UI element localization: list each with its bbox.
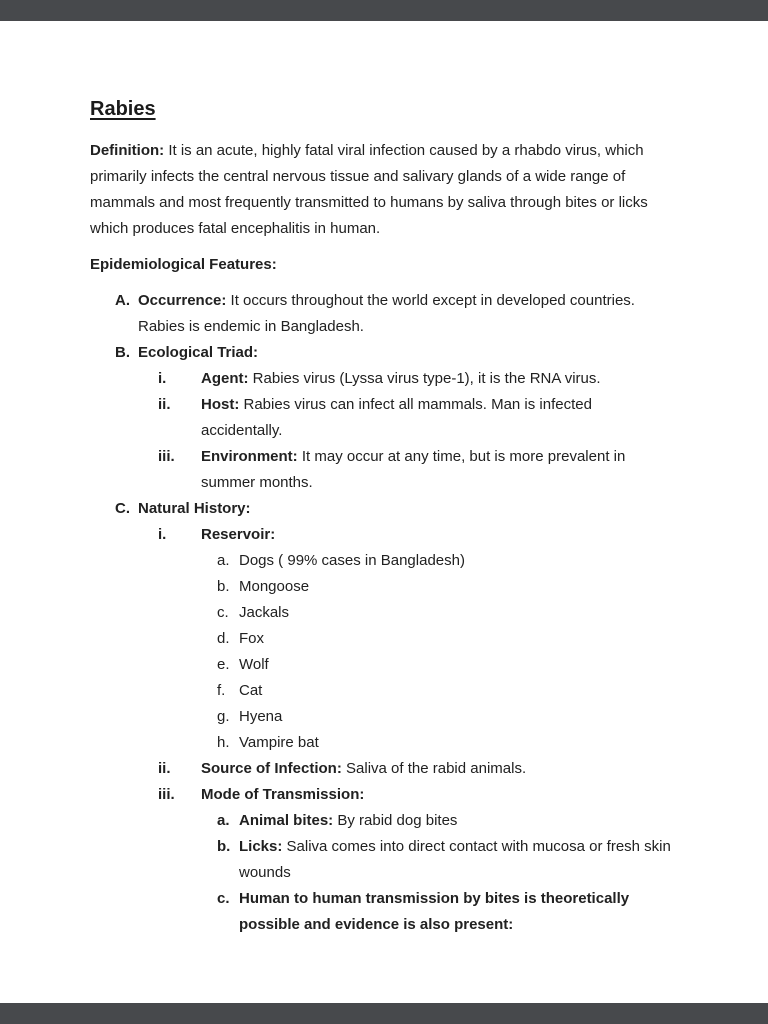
item-text: Jackals	[239, 604, 290, 621]
item-text: Cat	[239, 682, 263, 699]
list-marker: a.	[217, 552, 230, 569]
item-body	[138, 340, 672, 366]
list-marker: A.	[115, 292, 130, 309]
item-body	[201, 392, 672, 444]
list-marker: a.	[217, 812, 230, 829]
item-text: Wolf	[239, 656, 269, 673]
list-marker: d.	[217, 630, 230, 647]
outline-item-environment	[90, 444, 672, 496]
item-body	[201, 366, 672, 392]
list-marker: C.	[115, 500, 130, 517]
outline-item-ecological-triad	[90, 340, 672, 366]
epidemiological-features-heading: Epidemiological Features:	[90, 256, 277, 273]
item-text: Saliva of the rabid animals.	[346, 760, 527, 777]
list-marker: e.	[217, 656, 230, 673]
outline-item-reservoir	[90, 522, 672, 548]
item-body	[239, 808, 672, 834]
transmission-item-animal-bites	[90, 808, 672, 834]
list-marker: f.	[217, 682, 226, 699]
list-marker: i.	[158, 370, 167, 387]
reservoir-item-jackals	[90, 600, 672, 626]
item-label: Agent:	[201, 370, 249, 387]
outline-item-mode-of-transmission	[90, 782, 672, 808]
item-label: Source of Infection:	[201, 760, 342, 777]
item-label: Environment:	[201, 448, 298, 465]
list-marker: h.	[217, 734, 230, 751]
outline-item-source-of-infection	[90, 756, 672, 782]
list-marker: b.	[217, 838, 231, 855]
list-marker: i.	[158, 526, 167, 543]
item-body	[201, 782, 672, 808]
item-text: It occurs throughout the world except in developed countries. Rabies is endemic in Bangladesh.	[138, 292, 635, 335]
item-label: Natural History:	[138, 500, 251, 517]
list-marker: ii.	[158, 396, 171, 413]
list-marker: c.	[217, 890, 230, 907]
list-marker: c.	[217, 604, 229, 621]
outline-item-host	[90, 392, 672, 444]
item-body	[201, 522, 672, 548]
reservoir-item-cat	[90, 678, 672, 704]
item-text: Rabies virus (Lyssa virus type-1), it is the RNA virus.	[252, 370, 601, 387]
item-body	[138, 288, 672, 340]
item-text: Hyena	[239, 708, 283, 725]
list-marker: iii.	[158, 786, 175, 803]
reservoir-item-fox	[90, 626, 672, 652]
list-marker: iii.	[158, 448, 175, 465]
list-marker: ii.	[158, 760, 171, 777]
item-body	[138, 496, 672, 522]
definition-text: It is an acute, highly fatal viral infection caused by a rhabdo virus, which primarily infects the central nervous tissue and salivary glands of a wide range of mammals and most frequently transmitted to humans by saliva through bites or licks which produces fatal encephalitis in human.	[90, 142, 648, 237]
transmission-item-human-to-human	[90, 886, 672, 938]
item-text: Dogs ( 99% cases in Bangladesh)	[239, 552, 465, 569]
outline-item-natural-history	[90, 496, 672, 522]
item-text: Rabies virus can infect all mammals. Man is infected accidentally.	[201, 396, 592, 439]
item-label: Host:	[201, 396, 240, 413]
item-body	[239, 886, 672, 938]
page-gap-bottom	[0, 1003, 768, 1024]
reservoir-item-hyena	[90, 704, 672, 730]
list-marker: g.	[217, 708, 230, 725]
page-gap-top	[0, 0, 768, 21]
document-page	[0, 21, 768, 1003]
item-label: Licks:	[239, 838, 283, 855]
item-text: Fox	[239, 630, 265, 647]
outline-item-occurrence	[90, 288, 672, 340]
list-marker: b.	[217, 578, 230, 595]
definition-paragraph	[90, 138, 672, 242]
item-text: By rabid dog bites	[337, 812, 458, 829]
item-text: Vampire bat	[239, 734, 319, 751]
item-text: Mongoose	[239, 578, 310, 595]
item-label: Mode of Transmission:	[201, 786, 365, 803]
outline-item-agent	[90, 366, 672, 392]
transmission-item-licks	[90, 834, 672, 886]
item-label: Ecological Triad:	[138, 344, 259, 361]
item-label: Occurrence:	[138, 292, 227, 309]
list-marker: B.	[115, 344, 130, 361]
item-label: Animal bites:	[239, 812, 334, 829]
reservoir-item-mongoose	[90, 574, 672, 600]
item-body	[201, 444, 672, 496]
page-title: Rabies	[90, 98, 156, 120]
item-body	[239, 834, 672, 886]
reservoir-item-vampire-bat	[90, 730, 672, 756]
item-label: Reservoir:	[201, 526, 276, 543]
item-label: Human to human transmission by bites is theoretically possible and evidence is also present:	[239, 890, 630, 933]
definition-label: Definition:	[90, 142, 165, 159]
item-text: Saliva comes into direct contact with mucosa or fresh skin wounds	[239, 838, 671, 881]
item-body	[201, 756, 672, 782]
reservoir-item-dogs	[90, 548, 672, 574]
reservoir-item-wolf	[90, 652, 672, 678]
item-text: It may occur at any time, but is more prevalent in summer months.	[201, 448, 626, 491]
